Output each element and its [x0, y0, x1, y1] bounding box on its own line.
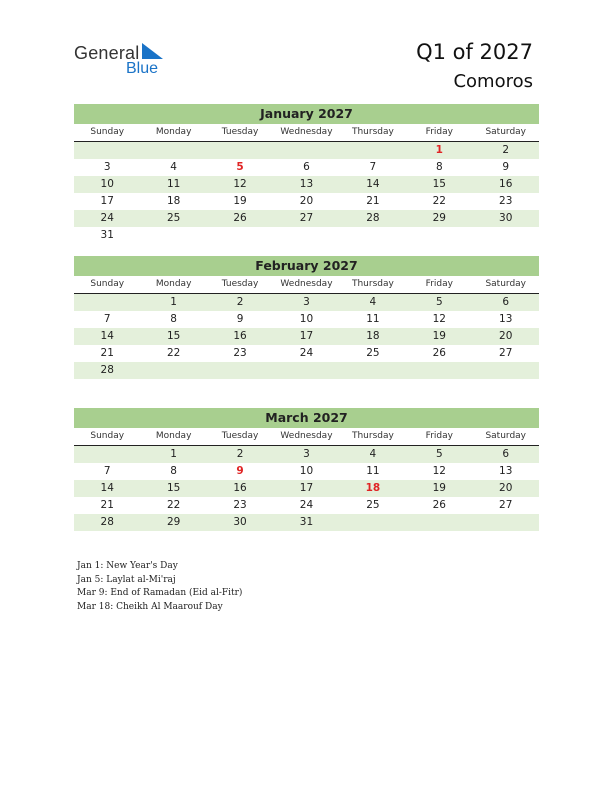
empty-day-cell — [140, 142, 206, 159]
day-cell: 11 — [166, 178, 181, 190]
day-cell: 2 — [502, 144, 510, 156]
day-cell: 1 — [435, 144, 443, 156]
weekday-label: Tuesday — [221, 127, 259, 137]
logo — [74, 43, 159, 77]
empty-day-cell — [207, 142, 273, 159]
empty-day-cell — [207, 227, 273, 244]
weekday-label: Saturday — [485, 279, 527, 289]
day-cell: 3 — [103, 161, 111, 173]
weekday-header-row — [74, 276, 539, 294]
empty-day-cell — [140, 362, 206, 379]
week-row — [74, 159, 539, 176]
day-cell: 1 — [170, 448, 177, 460]
day-cell: 16 — [233, 330, 247, 342]
day-cell: 18 — [365, 482, 381, 494]
day-cell: 24 — [100, 212, 114, 224]
weekday-label: Thursday — [351, 431, 394, 441]
day-cell: 14 — [100, 330, 114, 342]
weekday-label: Wednesday — [280, 127, 333, 137]
day-cell: 14 — [366, 178, 380, 190]
logo-blue-text: Blue — [126, 60, 159, 77]
day-cell: 17 — [299, 330, 314, 342]
empty-day-cell — [340, 514, 406, 531]
day-cell: 4 — [170, 161, 177, 173]
week-row — [74, 446, 539, 463]
day-cell: 22 — [166, 347, 181, 359]
day-cell: 15 — [166, 482, 181, 494]
day-cell: 26 — [432, 499, 446, 511]
day-cell: 19 — [233, 195, 247, 207]
day-cell: 2 — [236, 296, 244, 308]
day-cell: 9 — [236, 465, 244, 477]
day-cell: 28 — [100, 516, 114, 528]
weekday-label: Wednesday — [280, 431, 333, 441]
empty-day-cell — [340, 142, 406, 159]
page-title: Q1 of 2027 — [416, 40, 533, 64]
weekday-label: Tuesday — [221, 431, 259, 441]
holiday-note: Mar 18: Cheikh Al Maarouf Day — [77, 601, 223, 612]
day-cell: 3 — [303, 296, 310, 308]
day-cell: 16 — [233, 482, 247, 494]
logo-general-text: General — [74, 43, 140, 63]
weekday-label: Friday — [425, 431, 453, 441]
week-row — [74, 193, 539, 210]
empty-day-cell — [340, 362, 406, 379]
weekday-label: Sunday — [90, 127, 125, 137]
day-cell: 12 — [233, 178, 247, 190]
day-cell: 6 — [502, 448, 510, 460]
week-row — [74, 294, 539, 311]
day-cell: 20 — [299, 195, 314, 207]
weekday-label: Monday — [155, 431, 192, 441]
day-cell: 20 — [499, 482, 513, 494]
month-march — [74, 408, 539, 531]
empty-day-cell — [473, 362, 539, 379]
month-february — [74, 256, 539, 379]
day-cell: 3 — [303, 448, 310, 460]
day-cell: 8 — [435, 161, 443, 173]
day-cell: 26 — [432, 347, 446, 359]
empty-day-cell — [140, 227, 206, 244]
empty-day-cell — [207, 362, 273, 379]
empty-day-cell — [273, 227, 339, 244]
day-cell: 24 — [299, 347, 314, 359]
day-cell: 13 — [499, 313, 513, 325]
week-row — [74, 210, 539, 227]
day-cell: 8 — [170, 465, 177, 477]
weekday-label: Sunday — [90, 431, 125, 441]
day-cell: 19 — [432, 482, 446, 494]
holiday-note: Jan 1: New Year's Day — [77, 561, 178, 571]
day-cell: 21 — [366, 195, 380, 207]
day-cell: 25 — [166, 212, 181, 224]
day-cell: 27 — [499, 347, 513, 359]
day-cell: 9 — [502, 161, 510, 173]
week-row — [74, 362, 539, 379]
day-cell: 30 — [499, 212, 513, 224]
day-cell: 7 — [103, 313, 111, 325]
weekday-header-row — [74, 428, 539, 446]
week-row — [74, 311, 539, 328]
weekday-label: Thursday — [351, 127, 394, 137]
weekday-label: Sunday — [90, 279, 125, 289]
holiday-note: Jan 5: Laylat al-Mi'raj — [77, 574, 176, 585]
holiday-note: Mar 9: End of Ramadan (Eid al-Fitr) — [77, 588, 243, 598]
day-cell: 22 — [166, 499, 181, 511]
day-cell: 23 — [499, 195, 513, 207]
day-cell: 29 — [166, 516, 181, 528]
day-cell: 6 — [502, 296, 510, 308]
month-header: March 2027 — [74, 408, 539, 428]
day-cell: 7 — [103, 465, 111, 477]
day-cell: 5 — [236, 161, 244, 173]
weekday-label: Tuesday — [221, 279, 259, 289]
weekday-header-row — [74, 124, 539, 142]
day-cell: 24 — [299, 499, 314, 511]
month-header: January 2027 — [74, 104, 539, 124]
empty-day-cell — [74, 142, 140, 159]
day-cell: 31 — [100, 229, 114, 241]
day-cell: 11 — [366, 313, 380, 325]
day-cell: 30 — [233, 516, 247, 528]
weekday-label: Thursday — [351, 279, 394, 289]
day-cell: 5 — [435, 448, 443, 460]
country-name: Comoros — [453, 71, 533, 92]
empty-day-cell — [273, 142, 339, 159]
day-cell: 17 — [299, 482, 314, 494]
day-cell: 10 — [100, 178, 114, 190]
day-cell: 25 — [366, 499, 380, 511]
week-row — [74, 142, 539, 159]
holiday-notes — [77, 560, 242, 614]
empty-day-cell — [406, 227, 472, 244]
day-cell: 6 — [303, 161, 310, 173]
day-cell: 4 — [369, 448, 377, 460]
day-cell: 12 — [432, 313, 446, 325]
day-cell: 18 — [166, 195, 181, 207]
day-cell: 21 — [100, 499, 114, 511]
weekday-label: Friday — [425, 279, 453, 289]
month-january — [74, 104, 539, 244]
empty-day-cell — [473, 227, 539, 244]
day-cell: 22 — [432, 195, 446, 207]
weekday-label: Wednesday — [280, 279, 333, 289]
empty-day-cell — [74, 446, 140, 463]
week-row — [74, 345, 539, 362]
day-cell: 23 — [233, 499, 247, 511]
empty-day-cell — [406, 514, 472, 531]
day-cell: 26 — [233, 212, 247, 224]
day-cell: 18 — [366, 330, 380, 342]
day-cell: 10 — [299, 465, 314, 477]
day-cell: 28 — [366, 212, 380, 224]
empty-day-cell — [473, 514, 539, 531]
month-header: February 2027 — [74, 256, 539, 276]
day-cell: 27 — [499, 499, 513, 511]
day-cell: 2 — [236, 448, 244, 460]
day-cell: 13 — [499, 465, 513, 477]
week-row — [74, 176, 539, 193]
day-cell: 7 — [369, 161, 377, 173]
weekday-label: Monday — [155, 127, 192, 137]
empty-day-cell — [406, 362, 472, 379]
weekday-label: Monday — [155, 279, 192, 289]
day-cell: 27 — [299, 212, 314, 224]
logo-triangle-icon — [142, 43, 163, 59]
day-cell: 11 — [366, 465, 380, 477]
day-cell: 15 — [166, 330, 181, 342]
day-cell: 1 — [170, 296, 177, 308]
weekday-label: Friday — [425, 127, 453, 137]
day-cell: 9 — [236, 313, 244, 325]
weekday-label: Saturday — [485, 127, 527, 137]
day-cell: 19 — [432, 330, 446, 342]
week-row — [74, 480, 539, 497]
day-cell: 14 — [100, 482, 114, 494]
day-cell: 10 — [299, 313, 314, 325]
day-cell: 8 — [170, 313, 177, 325]
day-cell: 21 — [100, 347, 114, 359]
week-row — [74, 514, 539, 531]
empty-day-cell — [340, 227, 406, 244]
day-cell: 12 — [432, 465, 446, 477]
week-row — [74, 227, 539, 244]
weekday-label: Saturday — [485, 431, 527, 441]
week-row — [74, 497, 539, 514]
day-cell: 4 — [369, 296, 377, 308]
day-cell: 20 — [499, 330, 513, 342]
day-cell: 15 — [432, 178, 446, 190]
day-cell: 25 — [366, 347, 380, 359]
day-cell: 31 — [299, 516, 314, 528]
day-cell: 23 — [233, 347, 247, 359]
day-cell: 28 — [100, 364, 114, 376]
week-row — [74, 328, 539, 345]
empty-day-cell — [273, 362, 339, 379]
day-cell: 5 — [435, 296, 443, 308]
empty-day-cell — [74, 294, 140, 311]
day-cell: 29 — [432, 212, 446, 224]
day-cell: 17 — [100, 195, 114, 207]
week-row — [74, 463, 539, 480]
day-cell: 13 — [299, 178, 314, 190]
day-cell: 16 — [499, 178, 513, 190]
